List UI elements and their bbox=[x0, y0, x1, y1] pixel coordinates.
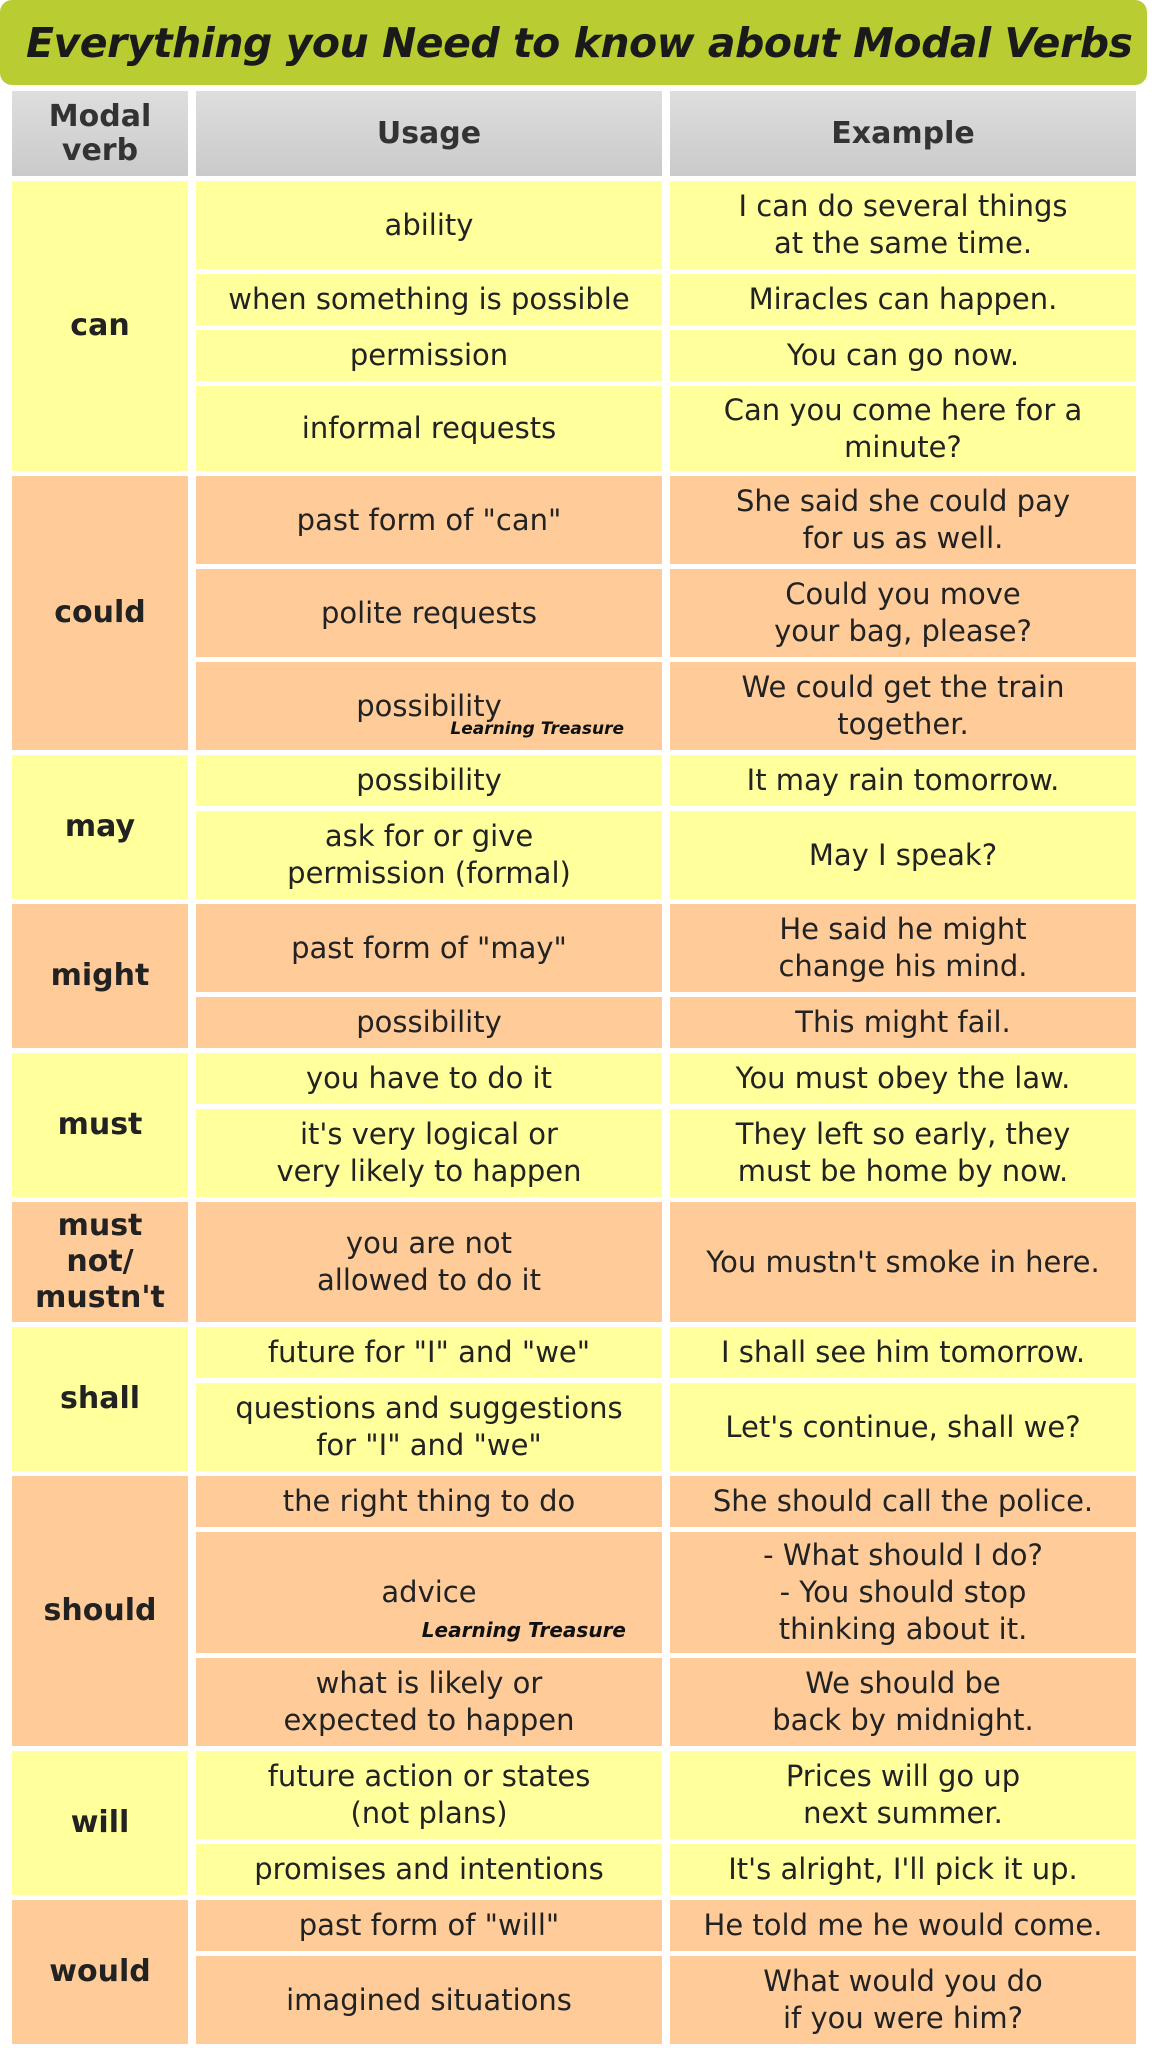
example-cell: Let's continue, shall we? bbox=[670, 1383, 1136, 1471]
usage-cell: ask for or give permission (formal) bbox=[196, 811, 662, 899]
usage-cell: promises and intentions bbox=[196, 1844, 662, 1895]
header-example: Example bbox=[670, 91, 1136, 176]
usage-cell: you have to do it bbox=[196, 1053, 662, 1104]
modal-verb-could: could bbox=[12, 476, 188, 750]
usage-cell: past form of "can" bbox=[196, 476, 662, 564]
usage-cell: ability bbox=[196, 181, 662, 269]
header-modal-verb: Modal verb bbox=[12, 91, 188, 176]
example-cell: You mustn't smoke in here. bbox=[670, 1202, 1136, 1322]
example-cell: Could you move your bag, please? bbox=[670, 569, 1136, 657]
usage-cell: it's very logical or very likely to happen bbox=[196, 1109, 662, 1197]
modal-verb-must: must bbox=[12, 1053, 188, 1197]
example-cell: You can go now. bbox=[670, 330, 1136, 381]
example-cell: Prices will go up next summer. bbox=[670, 1751, 1136, 1839]
example-cell: It's alright, I'll pick it up. bbox=[670, 1844, 1136, 1895]
modal-verb-might: might bbox=[12, 904, 188, 1048]
usage-text: advice bbox=[381, 1575, 477, 1609]
example-cell: - What should I do? - You should stop thinking about it. bbox=[670, 1532, 1136, 1653]
usage-cell: polite requests bbox=[196, 569, 662, 657]
usage-cell: possibility bbox=[196, 997, 662, 1048]
modal-verb-should: should bbox=[12, 1476, 188, 1746]
usage-text: possibility bbox=[356, 688, 502, 723]
modal-verbs-table bbox=[12, 91, 1136, 2044]
example-cell: We could get the train together. bbox=[670, 662, 1136, 750]
example-cell: May I speak? bbox=[670, 811, 1136, 899]
title-banner bbox=[0, 0, 1147, 85]
example-cell: It may rain tomorrow. bbox=[670, 755, 1136, 806]
example-cell: They left so early, they must be home by now. bbox=[670, 1109, 1136, 1197]
usage-cell: future for "I" and "we" bbox=[196, 1327, 662, 1378]
usage-cell: permission bbox=[196, 330, 662, 381]
example-cell: She should call the police. bbox=[670, 1476, 1136, 1527]
usage-cell: the right thing to do bbox=[196, 1476, 662, 1527]
usage-cell-with-watermark bbox=[196, 1532, 662, 1653]
usage-cell: when something is possible bbox=[196, 274, 662, 325]
watermark-logo: Learning Treasure bbox=[450, 719, 624, 739]
usage-cell: past form of "will" bbox=[196, 1900, 662, 1951]
usage-cell-with-watermark bbox=[196, 662, 662, 750]
watermark-logo: Learning Treasure bbox=[421, 1618, 626, 1642]
example-cell: Miracles can happen. bbox=[670, 274, 1136, 325]
example-cell: She said she could pay for us as well. bbox=[670, 476, 1136, 564]
modal-verb-must-not: must not/ mustn't bbox=[12, 1202, 188, 1322]
example-cell: This might fail. bbox=[670, 997, 1136, 1048]
usage-cell: informal requests bbox=[196, 386, 662, 471]
usage-cell: what is likely or expected to happen bbox=[196, 1658, 662, 1746]
example-cell: Can you come here for a minute? bbox=[670, 386, 1136, 471]
example-cell: I shall see him tomorrow. bbox=[670, 1327, 1136, 1378]
example-cell: You must obey the law. bbox=[670, 1053, 1136, 1104]
example-cell: He told me he would come. bbox=[670, 1900, 1136, 1951]
usage-cell: possibility bbox=[196, 755, 662, 806]
usage-cell: you are not allowed to do it bbox=[196, 1202, 662, 1322]
usage-cell: past form of "may" bbox=[196, 904, 662, 992]
modal-verb-will: will bbox=[12, 1751, 188, 1895]
example-cell: I can do several things at the same time. bbox=[670, 181, 1136, 269]
example-cell: He said he might change his mind. bbox=[670, 904, 1136, 992]
example-cell: We should be back by midnight. bbox=[670, 1658, 1136, 1746]
usage-cell: imagined situations bbox=[196, 1956, 662, 2044]
page-title: Everything you Need to know about Modal Verbs bbox=[26, 18, 1133, 67]
usage-cell: questions and suggestions for "I" and "we" bbox=[196, 1383, 662, 1471]
header-usage: Usage bbox=[196, 91, 662, 176]
modal-verb-shall: shall bbox=[12, 1327, 188, 1471]
usage-cell: future action or states (not plans) bbox=[196, 1751, 662, 1839]
modal-verb-may: may bbox=[12, 755, 188, 899]
modal-verb-can: can bbox=[12, 181, 188, 471]
modal-verb-would: would bbox=[12, 1900, 188, 2044]
example-cell: What would you do if you were him? bbox=[670, 1956, 1136, 2044]
